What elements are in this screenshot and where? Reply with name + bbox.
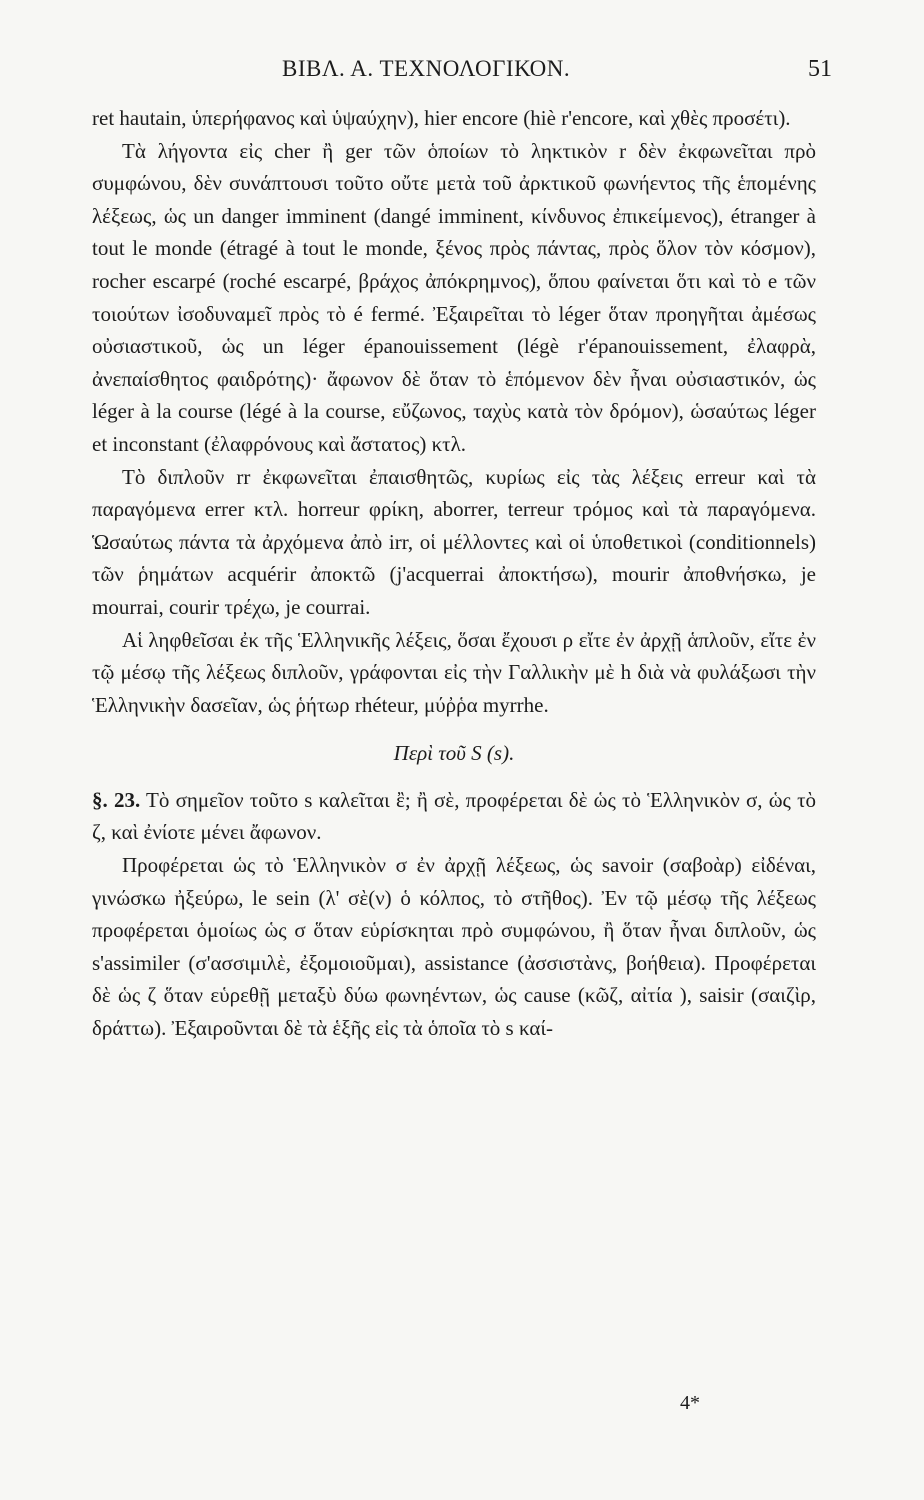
signature-mark: 4* <box>680 1392 700 1414</box>
paragraph-1: ret hautain, ὑπερήφανος καὶ ὑψαύχην), hier encore (hiè r'encore, καὶ χθὲς προσέτι). <box>92 106 791 130</box>
paragraph-5 <box>92 784 816 849</box>
body-text <box>92 102 816 1045</box>
paragraph-2: Τὰ λήγοντα εἰς cher ἢ ger τῶν ὁποίων τὸ ληκτικὸν r δὲν ἐκφωνεῖται πρὸ συμφώνου, δὲν συνάπτουσι τοῦτο οὔτε μετὰ τοῦ ἀρκτικοῦ φωνήεντος τῆς ἑπομένης λέξεως, ὡς un danger imminent (dangé imminent, κίνδυνος ἐπικείμενος), étranger à tout le monde (étragé à tout le monde, ξένος πρὸς πάντας, πρὸς ὅλον τὸν κόσμον), rocher escarpé (roché escarpé, βράχος ἀπόκρημνος), ὅπου φαίνεται ὅτι καὶ τὸ e τῶν τοιούτων ἰσοδυναμεῖ πρὸς τὸ é fermé. Ἐξαιρεῖται τὸ léger ὅταν προηγῆται ἀμέσως οὐσιαστικοῦ, ὡς un léger épanouissement (légè r'épanouissement, ἐλαφρὰ, ἀνεπαίσθητος φαιδρότης)· ἄφωνον δὲ ὅταν τὸ ἑπόμενον δὲν ἦναι οὐσιαστικόν, ὡς léger à la course (légé à la course, εὔζωνος, ταχὺς κατὰ τὸν δρόμον), ὡσαύτως léger et inconstant (ἐλαφρόνους καὶ ἄστατος) κτλ. <box>92 138 816 456</box>
page-header <box>92 56 832 90</box>
paragraph-3: Τὸ διπλοῦν rr ἐκφωνεῖται ἐπαισθητῶς, κυρίως εἰς τὰς λέξεις erreur καὶ τὰ παραγόμενα errer κτλ. horreur φρίκη, aborrer, terreur τρόμος καὶ τὰ παραγόμενα. Ὡσαύτως πάντα τὰ ἀρχόμενα ἀπὸ irr, οἱ μέλλοντες καὶ οἱ ὑποθετικοὶ (conditionnels) τῶν ῥημάτων acquérir ἀποκτῶ (j'acquerrai ἀποκτήσω), mourir ἀποθνήσκω, je mourrai, courir τρέχω, je courrai. <box>92 464 816 619</box>
section-mark: §. 23. <box>92 787 141 812</box>
paragraph-6: Προφέρεται ὡς τὸ Ἑλληνικὸν σ ἐν ἀρχῇ λέξεως, ὡς savoir (σαβοὰρ) εἰδέναι, γινώσκω ἠξεύρω, le sein (λ' σὲ(ν) ὁ κόλπος, τὸ στῆθος). Ἐν τῷ μέσῳ τῆς λέξεως προφέρεται ὁμοίως ὡς σ ὅταν εὑρίσκηται πρὸ συμφώνου, ἢ ὅταν ἦναι διπλοῦν, ὡς s'assimiler (σ'ασσιμιλὲ, ἐξομοιοῦμαι), assistance (ἀσσιστὰνς, βοήθεια). Προφέρεται δὲ ὡς ζ ὅταν εὑρεθῇ μεταξὺ δύω φωνηέντων, ὡς cause (κῶζ, αἰτία ), saisir (σαιζὶρ, δράττω). Ἐξαιροῦνται δὲ τὰ ἑξῆς εἰς τὰ ὁποῖα τὸ s καί- <box>92 853 817 1041</box>
paragraph-4: Αἱ ληφθεῖσαι ἐκ τῆς Ἑλληνικῆς λέξεις, ὅσαι ἔχουσι ρ εἴτε ἐν ἀρχῇ ἁπλοῦν, εἴτε ἐν τῷ μέσῳ τῆς λέξεως διπλοῦν, γράφονται εἰς τὴν Γαλλικὴν μὲ h διὰ νὰ φυλάξωσι τὴν Ἑλληνικὴν δασεῖαν, ὡς ῥήτωρ rhéteur, μύῤῥα myrrhe. <box>92 627 816 717</box>
running-title: ΒΙΒΛ. Α. ΤΕΧΝΟΛΟΓΙΚΟΝ. <box>282 56 571 81</box>
section-heading: Περὶ τοῦ S (s). <box>393 741 515 766</box>
paragraph-5-text: Τὸ σημεῖον τοῦτο s καλεῖται ἒ; ἢ σὲ, προφέρεται δὲ ὡς τὸ Ἑλληνικὸν σ, ὡς τὸ ζ, καὶ ἐνίοτε μένει ἄφωνον. <box>92 787 817 845</box>
page-number: 51 <box>808 56 832 82</box>
